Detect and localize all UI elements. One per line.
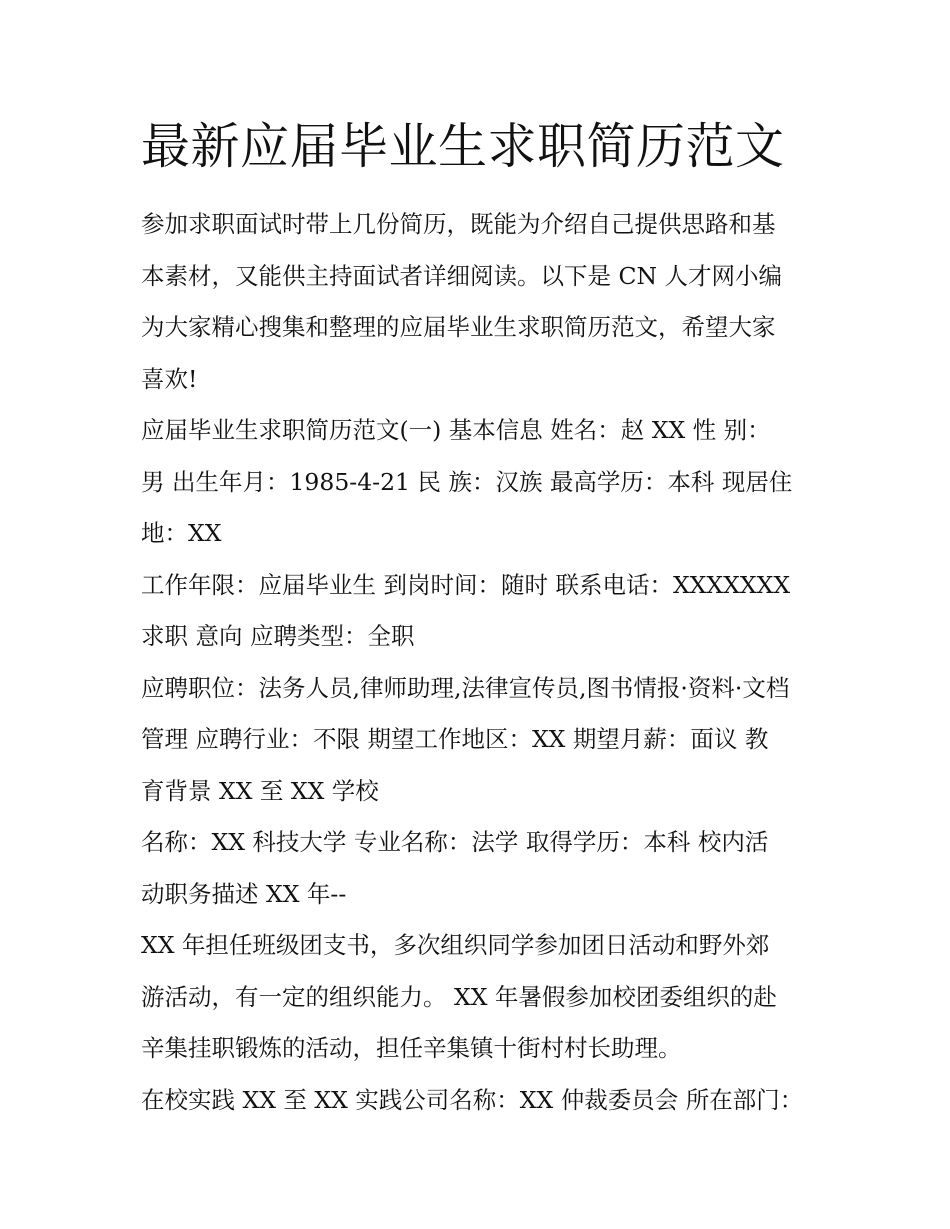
text-line: 辛集挂职锻炼的活动，担任辛集镇十街村村长助理。 (141, 1034, 682, 1062)
document-body (141, 112, 831, 1126)
text-line: 本素材，又能供主持面试者详细阅读。以下是 CN 人才网小编 (141, 261, 782, 290)
text-line: 管理 应聘行业：不限 期望工作地区：XX 期望月薪：面议 教 (141, 725, 769, 753)
text-line: 参加求职面试时带上几份简历，既能为介绍自己提供思路和基 (141, 210, 776, 238)
text-line: 地：XX (141, 519, 222, 547)
text-line: 求职 意向 应聘类型：全职 (141, 622, 415, 650)
text-line: 工作年限：应届毕业生 到岗时间：随时 联系电话：XXXXXXX (141, 570, 791, 599)
paragraph-job-position (141, 663, 831, 818)
text-line: 游活动，有一定的组织能力。 XX 年暑假参加校团委组织的赴 (141, 982, 777, 1011)
text-line: 喜欢! (141, 364, 198, 393)
text-line: 应聘职位：法务人员,律师助理,法律宣传员,图书情报·资料·文档 (141, 673, 790, 702)
paragraph-activities (141, 920, 831, 1075)
text-line: 应届毕业生求职简历范文(一) 基本信息 姓名：赵 XX 性 别： (141, 416, 771, 444)
paragraph-practice (141, 1075, 831, 1127)
paragraph-work-years (141, 560, 831, 663)
text-line: 为大家精心搜集和整理的应届毕业生求职简历范文，希望大家 (141, 313, 776, 341)
text-line: 名称：XX 科技大学 专业名称：法学 取得学历：本科 校内活 (141, 828, 769, 856)
text-line: 动职务描述 XX 年-- (141, 879, 347, 908)
text-line: XX 年担任班级团支书，多次组织同学参加团日活动和野外郊 (141, 931, 770, 959)
text-line: 育背景 XX 至 XX 学校 (141, 776, 379, 805)
text-line: 在校实践 XX 至 XX 实践公司名称：XX 仲裁委员会 所在部门： (141, 1085, 804, 1114)
text-line: 男 出生年月：1985-4-21 民 族：汉族 最高学历：本科 现居住 (141, 467, 793, 496)
paragraph-basic-info (141, 405, 831, 560)
paragraph-intro (141, 199, 831, 405)
document-title: 最新应届毕业生求职简历范文 (141, 118, 785, 175)
paragraph-school (141, 817, 831, 920)
